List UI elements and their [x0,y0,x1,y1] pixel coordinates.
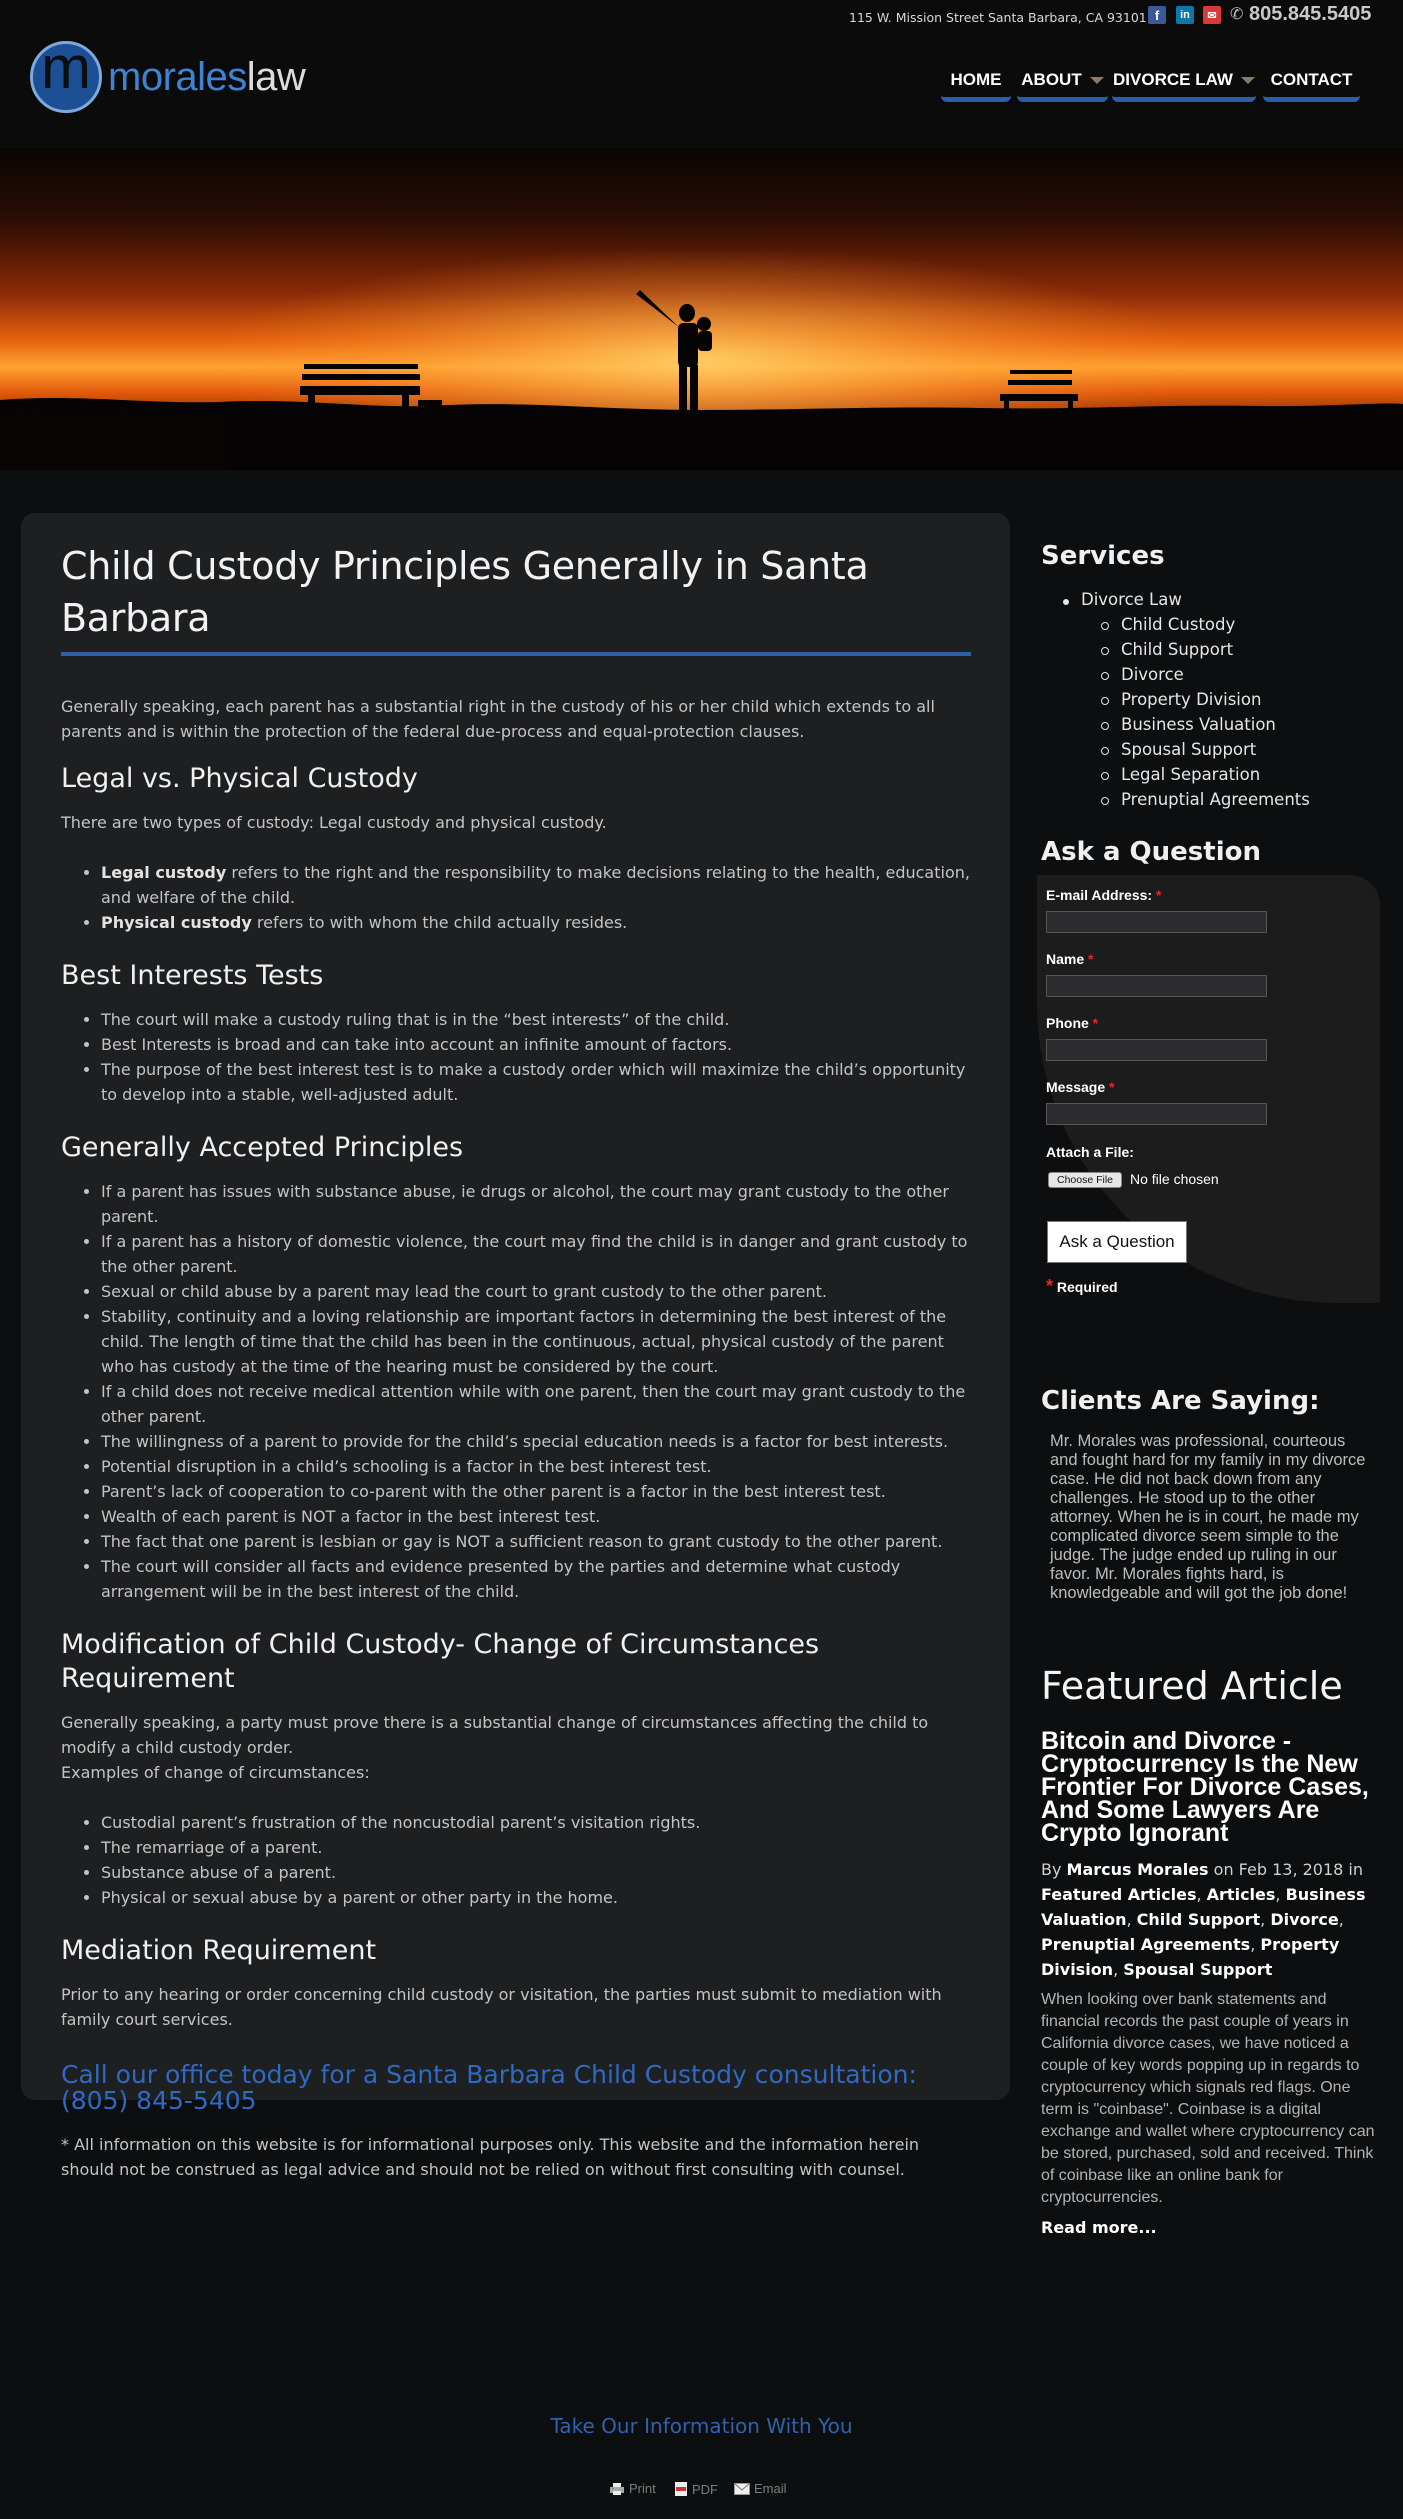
category-link[interactable]: Featured Articles [1041,1885,1197,1904]
category-link[interactable]: Articles [1206,1885,1276,1904]
email-icon[interactable]: ✉ [1203,6,1221,24]
clients-heading: Clients Are Saying: [1041,1386,1320,1416]
list-item: • The court will consider all facts and evidence presented by the parties and determine what custody arrangement will be in the best interest of the child. [101,1554,971,1604]
choose-file-button[interactable]: Choose File [1048,1172,1122,1188]
article-content [61,540,971,2182]
email-field[interactable] [1046,911,1267,933]
section-text: There are two types of custody: Legal custody and physical custody. [61,813,607,832]
featured-article-heading: Featured Article [1041,1664,1343,1708]
ask-question-heading: Ask a Question [1041,837,1261,867]
category-link[interactable]: Property Division [1041,1935,1340,1979]
featured-article-meta: By Marcus Morales on Feb 13, 2018 in Featured Articles, Articles, Business Valuation, Child Support, Divorce, Prenuptial Agreements, Property Division, Spousal Support [1041,1860,1366,1979]
name-field[interactable] [1046,975,1267,997]
ask-question-button[interactable]: Ask a Question [1047,1221,1187,1263]
list-item: • Potential disruption in a child’s schooling is a factor in the best interest test. [101,1454,971,1479]
section-text: Prior to any hearing or order concerning child custody or visitation, the parties must submit to mediation with family court services. [61,1985,942,2029]
featured-article-excerpt: When looking over bank statements and financial records the past couple of years in California divorce cases, we have noticed a couple of key words popping up in regards to cryptocurrency which signals red flags. One term is "coinbase". Coinbase is a digital exchange and wallet where cryptocurrency can be stored, purchased, sold and received. Think of coinbase like an online bank for cryptocurrencies. [1041,1991,1375,2206]
section-heading-mediation: Mediation Requirement [61,1935,377,1966]
list-item: • Best Interests is broad and can take into account an infinite amount of factors. [101,1032,971,1057]
facebook-icon[interactable]: f [1148,6,1166,24]
services-link[interactable]: Child Support [1121,640,1234,659]
list-item: • The purpose of the best interest test is to make a custody order which will maximize the child’s opportunity to develop into a stable, well-adjusted adult. [101,1057,971,1107]
message-label: Message * [1046,1079,1115,1095]
page-title: Child Custody Principles Generally in Santa Barbara [61,544,869,640]
list-item: • The court will make a custody ruling that is in the “best interests” of the child. [101,1007,971,1032]
phone-label: Phone * [1046,1015,1099,1031]
site-header [0,0,1403,148]
section-heading-legal-physical: Legal vs. Physical Custody [61,763,418,794]
header-phone-link[interactable]: 805.845.5405 [1249,3,1372,25]
pdf-icon [674,2481,688,2497]
linkedin-icon[interactable]: in [1176,6,1194,24]
list-item: • Stability, continuity and a loving relationship are important factors in determining the best interest of the child. The length of time that the child has been in the continuous, actual, physical custody of the parent who has custody at the time of the hearing must be considered by the court. [101,1304,971,1379]
chevron-down-icon [1241,77,1255,84]
name-label: Name * [1046,951,1094,967]
custody-types-list [61,860,971,935]
print-button[interactable]: Print [609,2481,656,2496]
email-share-button[interactable]: Email [734,2481,787,2496]
services-link[interactable]: Child Custody [1121,615,1236,634]
phone-icon: ✆ [1230,4,1244,23]
services-divorce-law-link[interactable]: Divorce Law [1081,590,1182,609]
services-link[interactable]: Business Valuation [1121,715,1276,734]
nav-contact[interactable]: CONTACT [1263,66,1360,102]
nav-home[interactable]: HOME [941,66,1011,102]
category-link[interactable]: Spousal Support [1123,1960,1273,1979]
file-status-text: No file chosen [1130,1171,1219,1187]
printer-icon [609,2482,625,2496]
list-item: • Wealth of each parent is NOT a factor in the best interest test. [101,1504,971,1529]
office-address: 115 W. Mission Street Santa Barbara, CA 93101 [849,10,1147,25]
author-link[interactable]: Marcus Morales [1066,1860,1209,1879]
list-item: • If a parent has a history of domestic violence, the court may find the child is in danger and grant custody to the other parent. [101,1229,971,1279]
nav-divorce-law[interactable]: DIVORCE LAW [1112,66,1256,102]
message-field[interactable] [1046,1103,1267,1125]
call-to-action-link[interactable]: Call our office today for a Santa Barbara Child Custody consultation: (805) 845-5405 [61,2060,917,2115]
chevron-down-icon [1090,77,1104,84]
services-heading: Services [1041,541,1165,571]
phone-field[interactable] [1046,1039,1267,1061]
required-note: * Required [1046,1276,1118,1296]
category-link[interactable]: Child Support [1136,1910,1261,1929]
nav-about[interactable]: ABOUT [1017,66,1108,102]
category-link[interactable]: Divorce [1270,1910,1339,1929]
principles-list [61,1179,971,1604]
change-of-circumstances-list [61,1810,971,1910]
list-item: • Physical or sexual abuse by a parent or other party in the home. [101,1885,971,1910]
logo-text: moraleslaw [108,54,306,99]
pdf-button[interactable]: PDF [674,2481,718,2497]
hero-sunset-image [0,148,1403,470]
title-divider [61,652,971,656]
attach-file-label: Attach a File: [1046,1144,1134,1160]
list-item: • Substance abuse of a parent. [101,1860,971,1885]
envelope-icon [734,2483,750,2495]
list-item: • Custodial parent’s frustration of the noncustodial parent’s visitation rights. [101,1810,971,1835]
read-more-link[interactable]: Read more... [1041,2218,1157,2237]
section-text: Examples of change of circumstances: [61,1763,370,1782]
list-item: • If a child does not receive medical attention while with one parent, then the court may grant custody to the other parent. [101,1379,971,1429]
services-link[interactable]: Divorce [1121,665,1184,684]
list-item: • The willingness of a parent to provide for the child’s special education needs is a factor for best interests. [101,1429,971,1454]
category-link[interactable]: Business Valuation [1041,1885,1366,1929]
list-item: • Sexual or child abuse by a parent may lead the court to grant custody to the other parent. [101,1279,971,1304]
services-link[interactable]: Prenuptial Agreements [1121,790,1310,809]
list-item: • The remarriage of a parent. [101,1835,971,1860]
list-item: • Parent’s lack of cooperation to co-parent with the other parent is a factor in the best interest test. [101,1479,971,1504]
section-heading-modification: Modification of Child Custody- Change of Circumstances Requirement [61,1629,820,1694]
section-heading-best-interests: Best Interests Tests [61,960,324,991]
intro-paragraph: Generally speaking, each parent has a substantial right in the custody of his or her child which extends to all parents and is within the protection of the federal due-process and equal-protection clauses. [61,697,935,741]
services-link[interactable]: Legal Separation [1121,765,1261,784]
services-link[interactable]: Property Division [1121,690,1262,709]
disclaimer: * All information on this website is for informational purposes only. This website and the information herein should not be construed as legal advice and should not be relied on without first consulting with counsel. [61,2135,920,2179]
sidebar [1041,540,1381,867]
best-interests-list [61,1007,971,1107]
section-text: Generally speaking, a party must prove there is a substantial change of circumstances affecting the child to modify a child custody order. [61,1713,929,1757]
list-item: • The fact that one parent is lesbian or gay is NOT a sufficient reason to grant custody to the other parent. [101,1529,971,1554]
list-item: • If a parent has issues with substance abuse, ie drugs or alcohol, the court may grant custody to the other parent. [101,1179,971,1229]
list-item: • Legal custody refers to the right and the responsibility to make decisions relating to the health, education, and welfare of the child. [101,860,971,910]
category-link[interactable]: Prenuptial Agreements [1041,1935,1251,1954]
section-heading-principles: Generally Accepted Principles [61,1132,464,1163]
testimonial-text: Mr. Morales was professional, courteous and fought hard for my family in my divorce case. He did not back down from any challenges. He stood up to the other attorney. When he is in court, he made my complicated divorce seem simple to the judge. The judge ended up ruling in our favor. Mr. Morales fights hard, is knowledgeable and will got the job done! [1050,1432,1366,1602]
take-information-heading: Take Our Information With You [550,2414,853,2438]
featured-article-title-link[interactable]: Bitcoin and Divorce - Cryptocurrency Is the New Frontier For Divorce Cases, And Some Lawyers Are Crypto Ignorant [1041,1727,1369,1847]
list-item: • Physical custody refers to with whom the child actually resides. [101,910,971,935]
site-logo[interactable] [30,34,306,114]
services-link[interactable]: Spousal Support [1121,740,1257,759]
email-label: E-mail Address: * [1046,887,1162,903]
logo-mark: m [30,41,102,113]
